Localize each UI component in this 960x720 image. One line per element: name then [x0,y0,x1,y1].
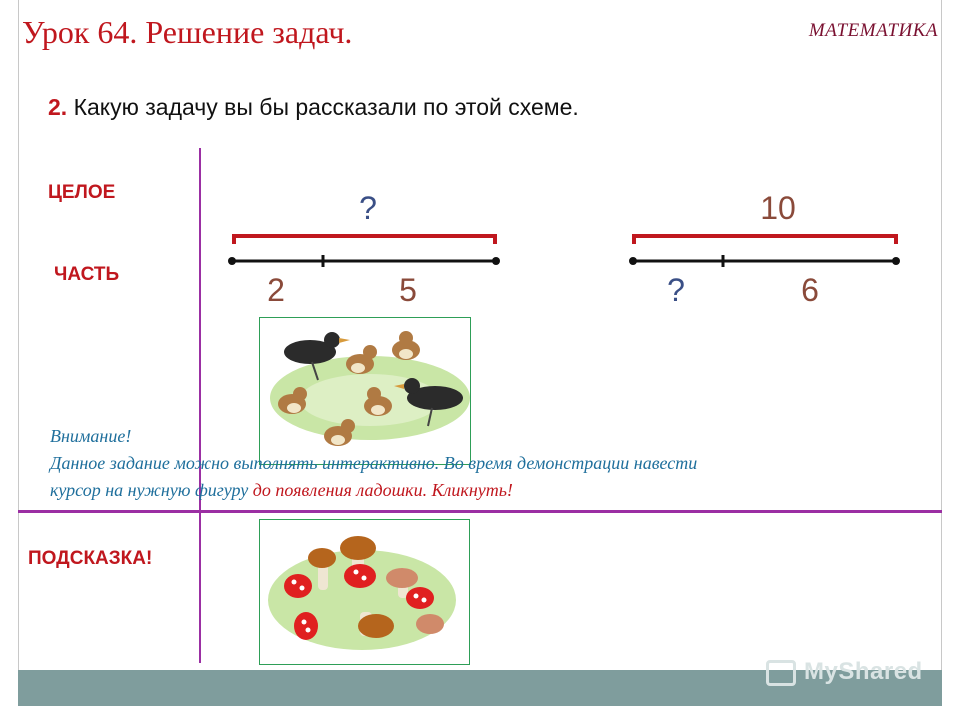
scheme2-part-a: ? [667,272,685,308]
scheme1-whole-bracket [234,236,495,244]
scheme1-endpoint-right [492,257,500,265]
brand-logo-text[interactable]: MyShared [804,658,923,685]
label-hint[interactable]: ПОДСКАЗКА! [28,548,153,569]
task-number: 2. [48,94,68,120]
scheme1-part-a: 2 [267,272,285,308]
scheme1-part-b: 5 [399,272,417,308]
mushrooms-image[interactable] [259,519,470,665]
note-heading: Внимание! [50,426,132,446]
scheme1-endpoint-left [228,257,236,265]
scheme2-part-b: 6 [801,272,819,308]
scheme2-endpoint-right [892,257,900,265]
lesson-title: Урок 64. Решение задач. [22,14,353,50]
attention-note [50,423,697,504]
scheme2-endpoint-left [629,257,637,265]
note-line3-blue: курсор на нужную фигуру [50,480,253,500]
task-question: Какую задачу вы бы рассказали по этой схеме. [67,94,579,120]
scheme2-whole-value: 10 [760,190,796,226]
scheme2-whole-bracket [634,236,896,244]
note-line3 [50,477,697,504]
note-line2: Данное задание можно выполнять интерактивно. Во время демонстрации навести [50,453,698,473]
label-whole: ЦЕЛОЕ [48,182,116,203]
scheme1-whole-value: ? [359,190,377,226]
mushrooms-icon [260,520,469,664]
note-line3-red: до появления ладошки. Кликнуть! [252,480,513,500]
label-part: ЧАСТЬ [54,264,120,285]
myshared-logo-icon [766,660,796,686]
subject-label: МАТЕМАТИКА [808,20,938,41]
